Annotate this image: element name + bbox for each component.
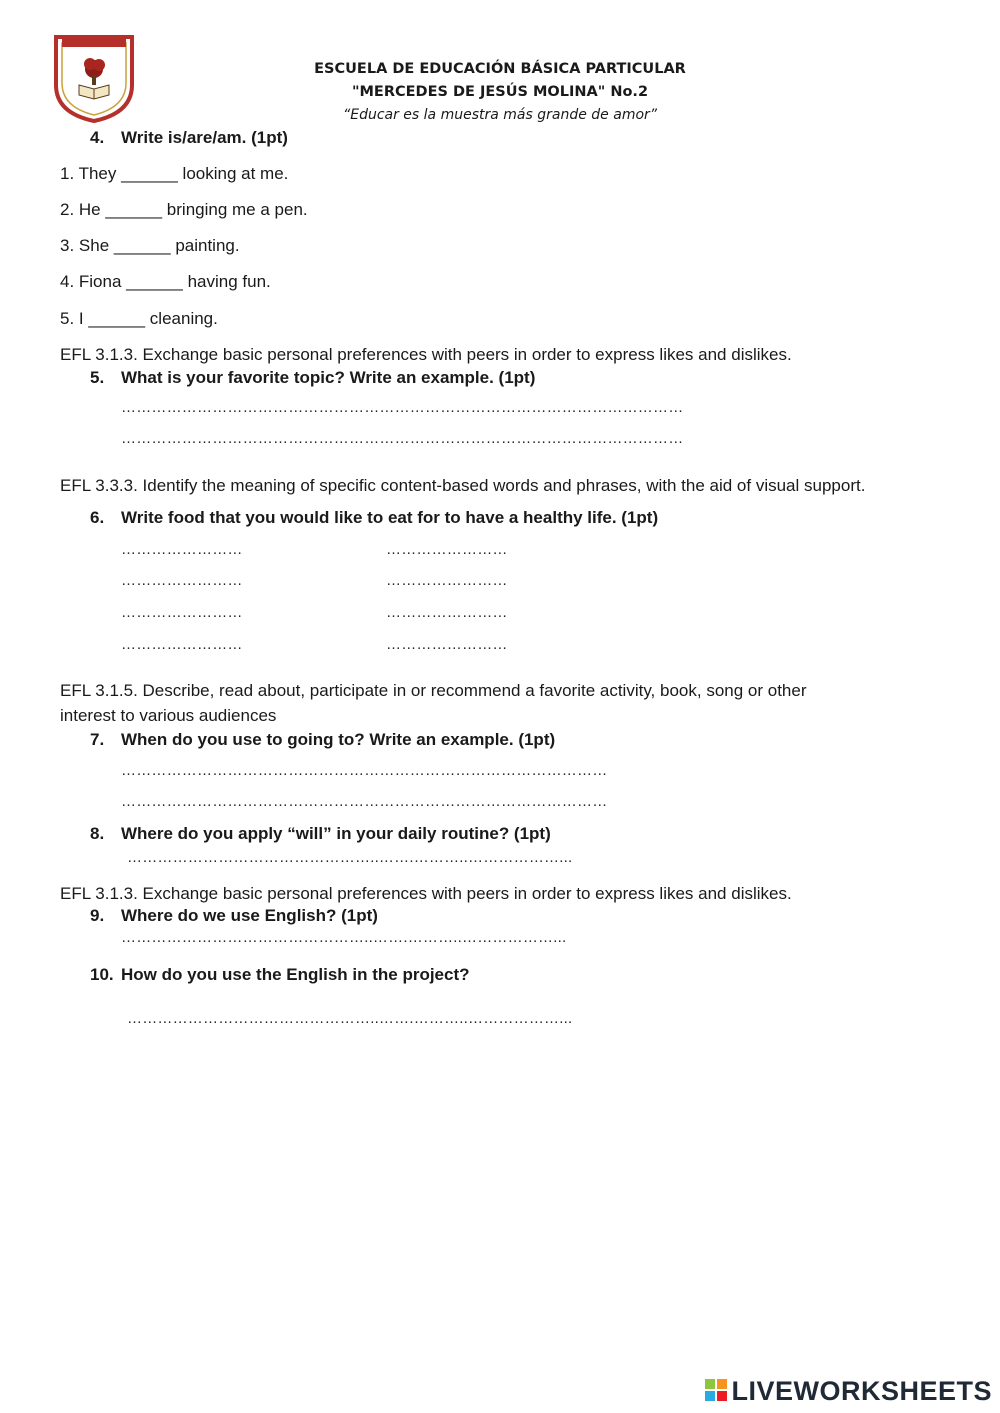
q4-item-3[interactable]: 3. She ______ painting. [60, 236, 240, 255]
standard-efl-313-b: EFL 3.1.3. Exchange basic personal preferences with peers in order to express likes and dislikes. [60, 884, 792, 903]
question-10-title [90, 965, 470, 985]
q6-answer-2[interactable]: …………………… [386, 541, 508, 558]
q10-answer-line[interactable]: …………………………………………..…….………..………………... [127, 1010, 573, 1027]
q6-answer-1[interactable]: …………………… [121, 541, 243, 558]
q7-answer-line-2[interactable]: …………………………………………………………………………………… [121, 793, 608, 810]
q6-answer-7[interactable]: …………………… [121, 636, 243, 653]
question-number: 7. [90, 730, 105, 749]
question-4-title [90, 128, 288, 148]
standard-efl-315-line2: interest to various audiences [60, 706, 277, 725]
liveworksheets-logo-icon [705, 1377, 727, 1408]
question-number: 6. [90, 508, 105, 527]
question-number: 8. [90, 824, 105, 843]
question-7-title [90, 730, 555, 750]
question-number: 5. [90, 368, 105, 387]
liveworksheets-brand[interactable] [705, 1376, 992, 1408]
question-5-title [90, 368, 535, 388]
q9-answer-line[interactable]: …………………………………………..…….………..………………... [121, 929, 567, 946]
question-prompt: Write food that you would like to eat for to have a healthy life. (1pt) [121, 508, 659, 527]
q5-answer-line-1[interactable]: ………………………………………………………………………………………………… [121, 399, 684, 416]
question-6-title [90, 508, 658, 528]
question-prompt: How do you use the English in the project? [121, 965, 470, 984]
q6-answer-4[interactable]: …………………… [386, 572, 508, 589]
q4-item-1[interactable]: 1. They ______ looking at me. [60, 164, 289, 183]
question-prompt: What is your favorite topic? Write an example. (1pt) [121, 368, 536, 387]
question-prompt: Where do you apply “will” in your daily routine? (1pt) [121, 824, 551, 843]
question-8-title [90, 824, 551, 844]
question-number: 10. [90, 965, 114, 984]
question-9-title [90, 906, 378, 926]
question-prompt: When do you use to going to? Write an example. (1pt) [121, 730, 556, 749]
q8-answer-line[interactable]: …………………………………………..…….………..………………... [127, 849, 573, 866]
q6-answer-3[interactable]: …………………… [121, 572, 243, 589]
question-number: 9. [90, 906, 105, 925]
school-crest-icon [52, 33, 136, 123]
q4-item-5[interactable]: 5. I ______ cleaning. [60, 309, 218, 328]
q7-answer-line-1[interactable]: …………………………………………………………………………………… [121, 762, 608, 779]
q4-item-4[interactable]: 4. Fiona ______ having fun. [60, 272, 271, 291]
q4-item-2[interactable]: 2. He ______ bringing me a pen. [60, 200, 308, 219]
school-name-line2: "MERCEDES DE JESÚS MOLINA" No.2 [351, 84, 649, 100]
standard-efl-313-a: EFL 3.1.3. Exchange basic personal preferences with peers in order to express likes and dislikes. [60, 345, 792, 364]
standard-efl-333: EFL 3.3.3. Identify the meaning of specific content-based words and phrases, with the aid of visual support. [60, 476, 866, 495]
standard-efl-315-line1: EFL 3.1.5. Describe, read about, participate in or recommend a favorite activity, book, song or other [60, 681, 807, 700]
school-name-line1: ESCUELA DE EDUCACIÓN BÁSICA PARTICULAR [314, 61, 686, 77]
q6-answer-8[interactable]: …………………… [386, 636, 508, 653]
school-motto: “Educar es la muestra más grande de amor” [342, 107, 658, 123]
question-prompt: Write is/are/am. (1pt) [121, 128, 288, 147]
question-prompt: Where do we use English? (1pt) [121, 906, 378, 925]
brand-text: LIVEWORKSHEETS [731, 1376, 992, 1406]
q6-answer-6[interactable]: …………………… [386, 604, 508, 621]
question-number: 4. [90, 128, 105, 147]
q5-answer-line-2[interactable]: ………………………………………………………………………………………………… [121, 430, 684, 447]
q6-answer-5[interactable]: …………………… [121, 604, 243, 621]
